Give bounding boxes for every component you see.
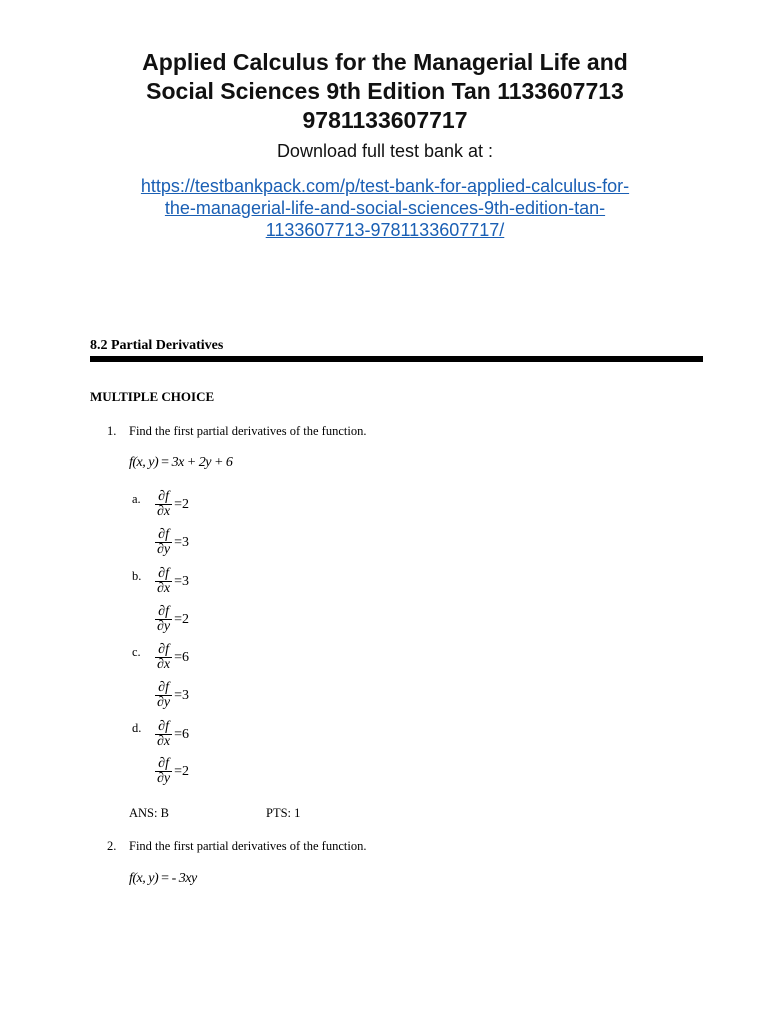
points-label: PTS: 1: [266, 806, 301, 820]
option-a-label: a.: [132, 492, 141, 506]
question-1-text: Find the first partial derivatives of the function.: [129, 424, 367, 438]
partial-f-numerator: ∂f: [158, 489, 169, 504]
link-line-3[interactable]: 1133607713-9781133607717/: [265, 220, 505, 240]
partial-value: =6: [174, 726, 190, 742]
title-line-1: Applied Calculus for the Managerial Life and: [142, 49, 628, 75]
partial-value: =3: [174, 687, 190, 703]
function-rhs: - 3xy: [171, 871, 197, 886]
partial-f-numerator: ∂f: [158, 756, 169, 771]
answer-label: ANS: B: [129, 806, 169, 820]
section-divider: [90, 356, 703, 362]
fraction: [155, 528, 172, 557]
partial-value: =6: [174, 649, 190, 665]
fraction: [155, 757, 172, 786]
fraction: [155, 567, 172, 596]
partial-denominator: ∂y: [157, 771, 171, 786]
partial-denominator: ∂x: [157, 504, 171, 519]
partial-f-numerator: ∂f: [158, 527, 169, 542]
partial-denominator: ∂x: [157, 734, 171, 749]
section-title: 8.2 Partial Derivatives: [90, 338, 224, 353]
title-line-3: 9781133607717: [302, 107, 468, 133]
partial-denominator: ∂x: [157, 581, 171, 596]
fraction: [155, 605, 172, 634]
title-line-2: Social Sciences 9th Edition Tan 1133607713: [146, 78, 624, 104]
option-b-label: b.: [132, 569, 142, 583]
option-c-label: c.: [132, 645, 141, 659]
partial-denominator: ∂y: [157, 619, 171, 634]
partial-value: =2: [174, 496, 190, 512]
fraction: [155, 720, 172, 749]
option-d-partial-x: [155, 720, 189, 749]
fraction: [155, 681, 172, 710]
option-a-partial-x: [155, 490, 189, 519]
question-2-function: [129, 871, 197, 887]
option-c-partial-x: [155, 643, 189, 672]
section-subtitle: MULTIPLE CHOICE: [90, 389, 215, 404]
option-c-partial-y: [155, 681, 189, 710]
question-2-text: Find the first partial derivatives of the function.: [129, 839, 367, 853]
partial-value: =2: [174, 611, 190, 627]
fraction: [155, 643, 172, 672]
partial-value: =3: [174, 534, 190, 550]
option-d-label: d.: [132, 721, 142, 735]
function-equals: =: [161, 455, 169, 470]
function-lhs: f(x, y): [129, 455, 159, 470]
partial-denominator: ∂y: [157, 542, 171, 557]
option-b-partial-x: [155, 567, 189, 596]
partial-f-numerator: ∂f: [158, 566, 169, 581]
download-link[interactable]: [60, 175, 710, 241]
question-2-number: 2.: [107, 839, 117, 853]
document-title: [60, 48, 710, 135]
function-equals: =: [161, 871, 169, 886]
function-lhs: f(x, y): [129, 871, 159, 886]
partial-f-numerator: ∂f: [158, 642, 169, 657]
option-d-partial-y: [155, 757, 189, 786]
option-a-partial-y: [155, 528, 189, 557]
link-line-1[interactable]: https://testbankpack.com/p/test-bank-for-applied-calculus-for-: [140, 176, 630, 196]
download-label: Download full test bank at :: [276, 141, 494, 161]
question-1-function: [129, 455, 232, 471]
link-line-2[interactable]: the-managerial-life-and-social-sciences-9th-edition-tan-: [164, 198, 606, 218]
partial-value: =2: [174, 763, 190, 779]
partial-f-numerator: ∂f: [158, 680, 169, 695]
partial-f-numerator: ∂f: [158, 604, 169, 619]
partial-denominator: ∂y: [157, 695, 171, 710]
fraction: [155, 490, 172, 519]
partial-denominator: ∂x: [157, 657, 171, 672]
partial-f-numerator: ∂f: [158, 719, 169, 734]
function-rhs: 3x + 2y + 6: [171, 455, 233, 470]
question-1-number: 1.: [107, 424, 117, 438]
option-b-partial-y: [155, 605, 189, 634]
partial-value: =3: [174, 573, 190, 589]
